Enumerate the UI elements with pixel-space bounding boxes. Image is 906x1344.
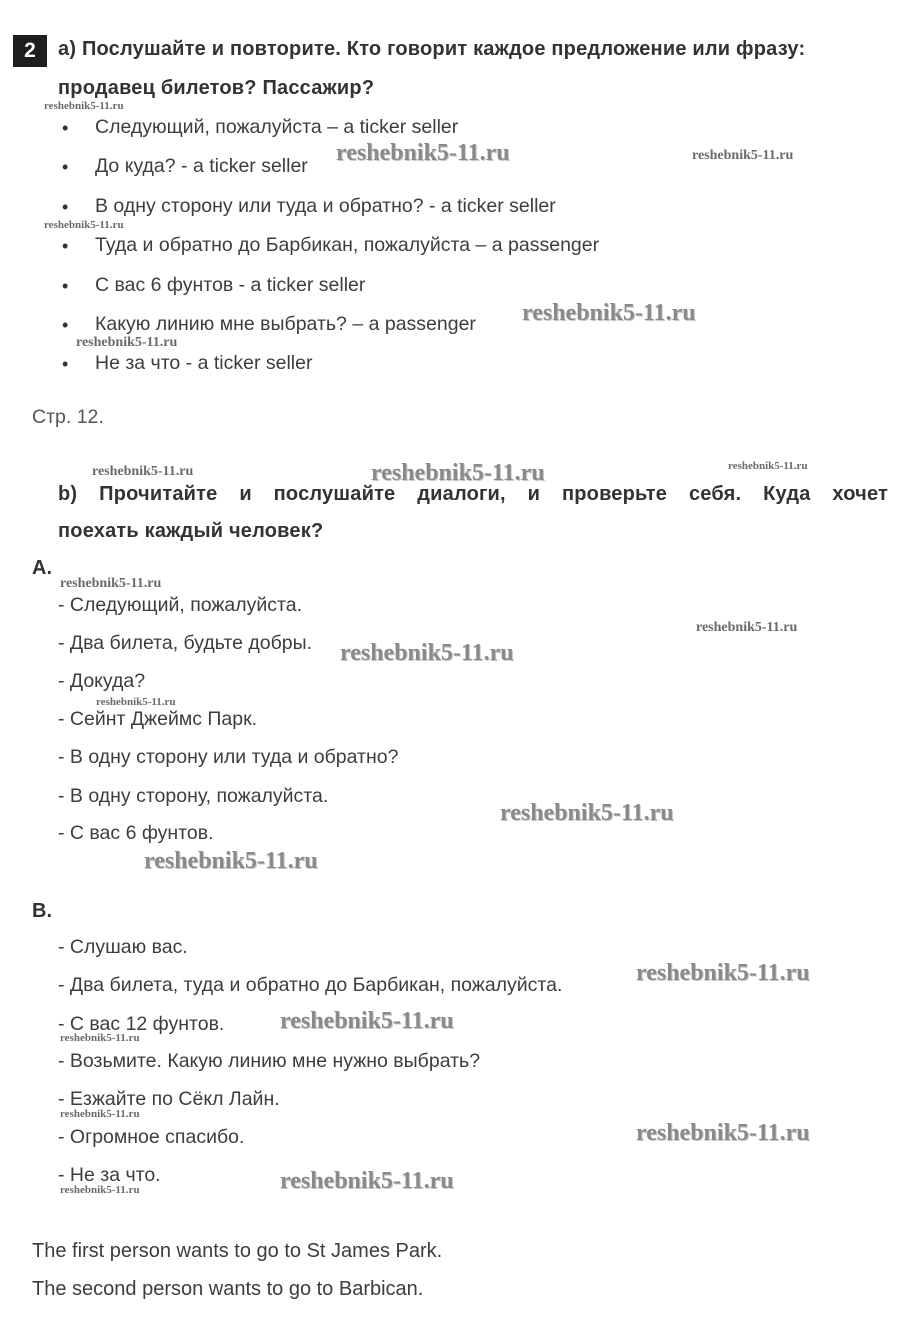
dialogue-line: - Слушаю вас.: [58, 936, 188, 958]
watermark: reshebnik5-11.ru: [696, 620, 798, 635]
watermark: reshebnik5-11.ru: [44, 100, 124, 112]
dialogue-line: - Докуда?: [58, 670, 146, 692]
bullet-icon: •: [62, 315, 69, 335]
watermark: reshebnik5-11.ru: [280, 1168, 454, 1194]
watermark: reshebnik5-11.ru: [500, 800, 674, 826]
watermark: reshebnik5-11.ru: [60, 1108, 140, 1120]
part-b-heading-line2: поехать каждый человек?: [58, 520, 324, 542]
exercise-number-badge: 2: [13, 35, 47, 67]
watermark: reshebnik5-11.ru: [76, 335, 178, 350]
watermark: reshebnik5-11.ru: [60, 1184, 140, 1196]
dialogue-line: - Возьмите. Какую линию мне нужно выбрать?: [58, 1050, 481, 1072]
conclusion-line: The second person wants to go to Barbican.: [32, 1278, 424, 1300]
dialogue-line: - С вас 6 фунтов.: [58, 822, 214, 844]
watermark: reshebnik5-11.ru: [44, 219, 124, 231]
list-item: Не за что - a ticker seller: [95, 352, 313, 374]
conclusion-line: The first person wants to go to St James Park.: [32, 1240, 443, 1262]
dialogue-b-label: B.: [32, 900, 52, 922]
bullet-icon: •: [62, 118, 69, 138]
dialogue-line: - Сейнт Джеймс Парк.: [58, 708, 258, 730]
watermark: reshebnik5-11.ru: [60, 1032, 140, 1044]
watermark: reshebnik5-11.ru: [728, 460, 808, 472]
watermark: reshebnik5-11.ru: [96, 696, 176, 708]
list-item: В одну сторону или туда и обратно? - a ticker seller: [95, 195, 556, 217]
dialogue-line: - Огромное спасибо.: [58, 1126, 245, 1148]
dialogue-line: - Не за что.: [58, 1164, 161, 1186]
watermark: reshebnik5-11.ru: [92, 464, 194, 479]
bullet-icon: •: [62, 157, 69, 177]
bullet-icon: •: [62, 276, 69, 296]
list-item: Туда и обратно до Барбикан, пожалуйста – a passenger: [95, 234, 600, 256]
dialogue-line: - Два билета, туда и обратно до Барбикан, пожалуйста.: [58, 974, 563, 996]
part-a-heading-line1: а) Послушайте и повторите. Кто говорит каждое предложение или фразу:: [58, 38, 806, 60]
page-reference: Стр. 12.: [32, 406, 104, 428]
dialogue-line: - В одну сторону, пожалуйста.: [58, 785, 329, 807]
dialogue-line: - Езжайте по Сёкл Лайн.: [58, 1088, 280, 1110]
dialogue-a-label: A.: [32, 557, 52, 579]
dialogue-line: - Два билета, будьте добры.: [58, 632, 313, 654]
list-item: До куда? - a ticker seller: [95, 155, 308, 177]
bullet-icon: •: [62, 236, 69, 256]
list-item: Следующий, пожалуйста – a ticker seller: [95, 116, 459, 138]
watermark: reshebnik5-11.ru: [280, 1008, 454, 1034]
list-item: Какую линию мне выбрать? – a passenger: [95, 313, 476, 335]
bullet-icon: •: [62, 197, 69, 217]
watermark: reshebnik5-11.ru: [692, 148, 794, 163]
watermark: reshebnik5-11.ru: [60, 576, 162, 591]
dialogue-line: - В одну сторону или туда и обратно?: [58, 746, 399, 768]
list-item: С вас 6 фунтов - a ticker seller: [95, 274, 366, 296]
watermark: reshebnik5-11.ru: [144, 848, 318, 874]
watermark: reshebnik5-11.ru: [371, 460, 545, 486]
watermark: reshebnik5-11.ru: [336, 140, 510, 166]
watermark: reshebnik5-11.ru: [636, 1120, 810, 1146]
watermark: reshebnik5-11.ru: [340, 640, 514, 666]
dialogue-line: - Следующий, пожалуйста.: [58, 594, 303, 616]
watermark: reshebnik5-11.ru: [522, 300, 696, 326]
part-b-heading-line1: b) Прочитайте и послушайте диалоги, и проверьте себя. Куда хочет: [58, 483, 888, 505]
dialogue-line: - С вас 12 фунтов.: [58, 1013, 225, 1035]
part-a-heading-line2: продавец билетов? Пассажир?: [58, 77, 375, 99]
watermark: reshebnik5-11.ru: [636, 960, 810, 986]
bullet-icon: •: [62, 354, 69, 374]
